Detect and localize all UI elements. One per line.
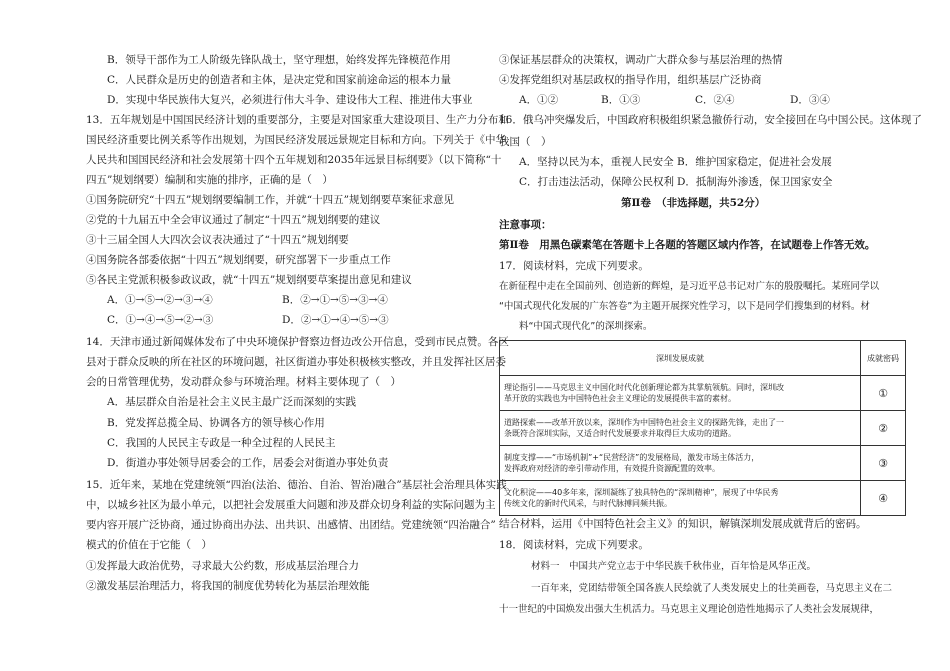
- table-header-code: 成就密码: [861, 341, 906, 376]
- q15-stem-line1: 15．近年来，某地在党建统领“四治(法治、德治、自治、智治)融合”基层社会治理具体实践: [86, 479, 507, 491]
- q13-item-1: ①国务院研究“十四五”规划纲要编制工作，并就“十四五”规划纲要草案征求意见: [86, 194, 454, 206]
- q14-option-c: C．我国的人民民主专政是一种全过程的人民民主: [107, 437, 336, 449]
- q16-option-d: D．抵制海外渗透，保卫国家安全: [677, 176, 833, 188]
- q16-option-c: C．打击违法活动，保障公民权利: [519, 176, 675, 188]
- q15-item-3: ③保证基层群众的决策权，调动广大群众参与基层治理的热情: [499, 54, 783, 66]
- q13-item-2: ②党的十九届五中全会审议通过了制定“十四五”规划纲要的建议: [86, 214, 381, 226]
- q15-item-4: ④发挥党组织对基层政权的指导作用，组织基层广泛协商: [499, 74, 762, 86]
- q15-stem-line2: 中，以城乡社区为最小单元，以把社会发展重大问题和涉及群众切身利益的实际问题为主: [86, 499, 496, 511]
- table-cell-text: 文化积淀——40多年来，深圳凝练了独具特色的“深圳精神”，展现了中华民秀 传统文化的新时代风采，与时代脉搏同频共振。: [500, 481, 861, 516]
- q13-item-4: ④国务院各部委依据“十四五”规划纲要，研究部署下一步重点工作: [86, 254, 391, 266]
- q17-stem: 17．阅读材料，完成下列要求。: [499, 260, 649, 272]
- q12-option-c: C．人民群众是历史的创造者和主体，是决定党和国家前途命运的根本力量: [107, 74, 452, 86]
- q17-material-line3: 料“中国式现代化”的深圳探索。: [519, 321, 653, 332]
- q16-option-b: B．维护国家稳定，促进社会发展: [677, 156, 832, 168]
- q15-option-a: A．①②: [519, 94, 559, 106]
- q13-option-a: A．①→⑤→②→③→④: [107, 294, 213, 306]
- q15-stem-line3: 要内容开展广泛协商，通过协商出办法、出共识、出感情、出团结。党建统领“四治融合”: [86, 519, 496, 531]
- q13-stem-line2: 国民经济重要比例关系等作出规划，为国民经济发展远景规定目标和方向。下列关于《中华: [86, 134, 506, 146]
- table-cell-text: 道路探索——改革开放以来，深圳作为中国特色社会主义的探路先锋，走出了一 条既符合深圳实际，又适合时代发展要求并取得巨大成功的道路。: [500, 411, 861, 446]
- q14-option-a: A．基层群众自治是社会主义民主最广泛而深刻的实践: [107, 396, 357, 408]
- table-cell-text: 理论指引——马克思主义中国化时代化创新理论都为其掌航领航。同时，深圳改 革开放的实践也为中国特色社会主义理论的发展提供丰富的素材。: [500, 376, 861, 411]
- shenzhen-achievements-table: [499, 340, 906, 516]
- q16-option-a: A．坚持以民为本，重视人民安全: [519, 156, 674, 168]
- q13-option-d: D．②→①→④→⑤→③: [282, 314, 389, 326]
- notice-title: 注意事项：: [499, 219, 552, 231]
- table-header-row: [500, 341, 906, 376]
- q16-stem-line1: 16．俄乌冲突爆发后，中国政府积极组织紧急撤侨行动，安全接回在乌中国公民。这体现了: [499, 114, 922, 126]
- q18-material-line1: 材料一 中国共产党立志于中华民族千秋伟业，百年恰是风华正茂。: [531, 561, 817, 572]
- q13-option-c: C．①→④→⑤→②→③: [107, 314, 214, 326]
- q14-stem-line3: 会的日常管理优势，发动群众参与环境治理。材料主要体现了（ ）: [86, 376, 401, 388]
- table-cell-code: ①: [861, 376, 906, 411]
- table-cell-text: 制度支撑——“市场机制”+“民营经济”的发展格局，激发市场主体活力， 发挥政府对经济的牵引带动作用，有效提升资源配置的效率。: [500, 446, 861, 481]
- q15-stem-line4: 模式的价值在于它能（ ）: [86, 539, 212, 551]
- q13-stem-line3: 人民共和国国民经济和社会发展第十四个五年规划和2035年远景目标纲要》（以下简称“十: [86, 154, 502, 166]
- q13-item-5: ⑤各民主党派积极参政议政，就“十四五”规划纲要草案提出意见和建议: [86, 274, 412, 286]
- table-header-achievements: 深圳发展成就: [500, 341, 861, 376]
- q17-material-line1: 在新征程中走在全国前列、创造新的辉煌，是习近平总书记对广东的殷殷嘱托。某班同学以: [499, 281, 880, 292]
- q14-stem-line1: 14．天津市通过新闻媒体发布了中央环境保护督察边督边改公开信息，受到市民点赞。各区: [86, 336, 509, 348]
- table-row: [500, 376, 906, 411]
- q17-requirement: 结合材料，运用《中国特色社会主义》的知识，解镇深圳发展成就背后的密码。: [499, 518, 867, 530]
- q13-stem-line4: 四五”规划纲要）编制和实施的排序，正确的是（ ）: [86, 174, 333, 186]
- q14-stem-line2: 县对于群众反映的所在社区的环境问题，社区街道办事处积极核实整改，并且发挥社区居委: [86, 356, 506, 368]
- table-row: [500, 446, 906, 481]
- table-cell-code: ②: [861, 411, 906, 446]
- q15-option-b: B．①③: [601, 94, 641, 106]
- section-2-title: 第Ⅱ卷 （非选择题，共52分）: [621, 197, 766, 209]
- q12-option-b: B．领导干部作为工人阶级先锋队战士，坚守理想，始终发挥先锋模范作用: [107, 54, 451, 66]
- q13-stem-line1: 13．五年规划是中国国民经济计划的重要部分，主要是对国家重大建设项目、生产力分布和: [86, 114, 509, 126]
- q17-material-line2: “中国式现代化发展的广东答卷”为主题开展探究性学习，以下是同学们搜集到的材料。材: [499, 301, 870, 312]
- q14-option-d: D．街道办事处领导居委会的工作，居委会对街道办事处负责: [107, 457, 389, 469]
- q18-stem: 18．阅读材料，完成下列要求。: [499, 539, 649, 551]
- table-row: [500, 481, 906, 516]
- table-cell-code: ③: [861, 446, 906, 481]
- q15-option-d: D．③④: [790, 94, 830, 106]
- q16-stem-line2: 我国（ ）: [499, 136, 552, 148]
- q18-material-line3: 十一世纪的中国焕发出强大生机活力。马克思主义理论创造性地揭示了人类社会发展规律，: [499, 604, 880, 615]
- q15-item-1: ①发挥最大政治优势，寻求最大公约数，形成基层治理合力: [86, 560, 359, 572]
- notice-text: 第Ⅱ卷 用黑色碳素笔在答题卡上各题的答题区域内作答，在试题卷上作答无效。: [499, 239, 876, 251]
- table-row: [500, 411, 906, 446]
- q12-option-d: D．实现中华民族伟大复兴，必须进行伟大斗争、建设伟大工程、推进伟大事业: [107, 94, 473, 106]
- q14-option-b: B．党发挥总揽全局、协调各方的领导核心作用: [107, 417, 325, 429]
- q13-item-3: ③十三届全国人大四次会议表决通过了“十四五”规划纲要: [86, 234, 349, 246]
- q15-option-c: C．②④: [695, 94, 735, 106]
- q13-option-b: B．②→①→⑤→③→④: [282, 294, 388, 306]
- table-cell-code: ④: [861, 481, 906, 516]
- q15-item-2: ②激发基层治理活力，将我国的制度优势转化为基层治理效能: [86, 580, 370, 592]
- q18-material-line2: 一百年来，党团结带领全国各族人民绘就了人类发展史上的壮美画卷，马克思主义在二: [531, 583, 893, 594]
